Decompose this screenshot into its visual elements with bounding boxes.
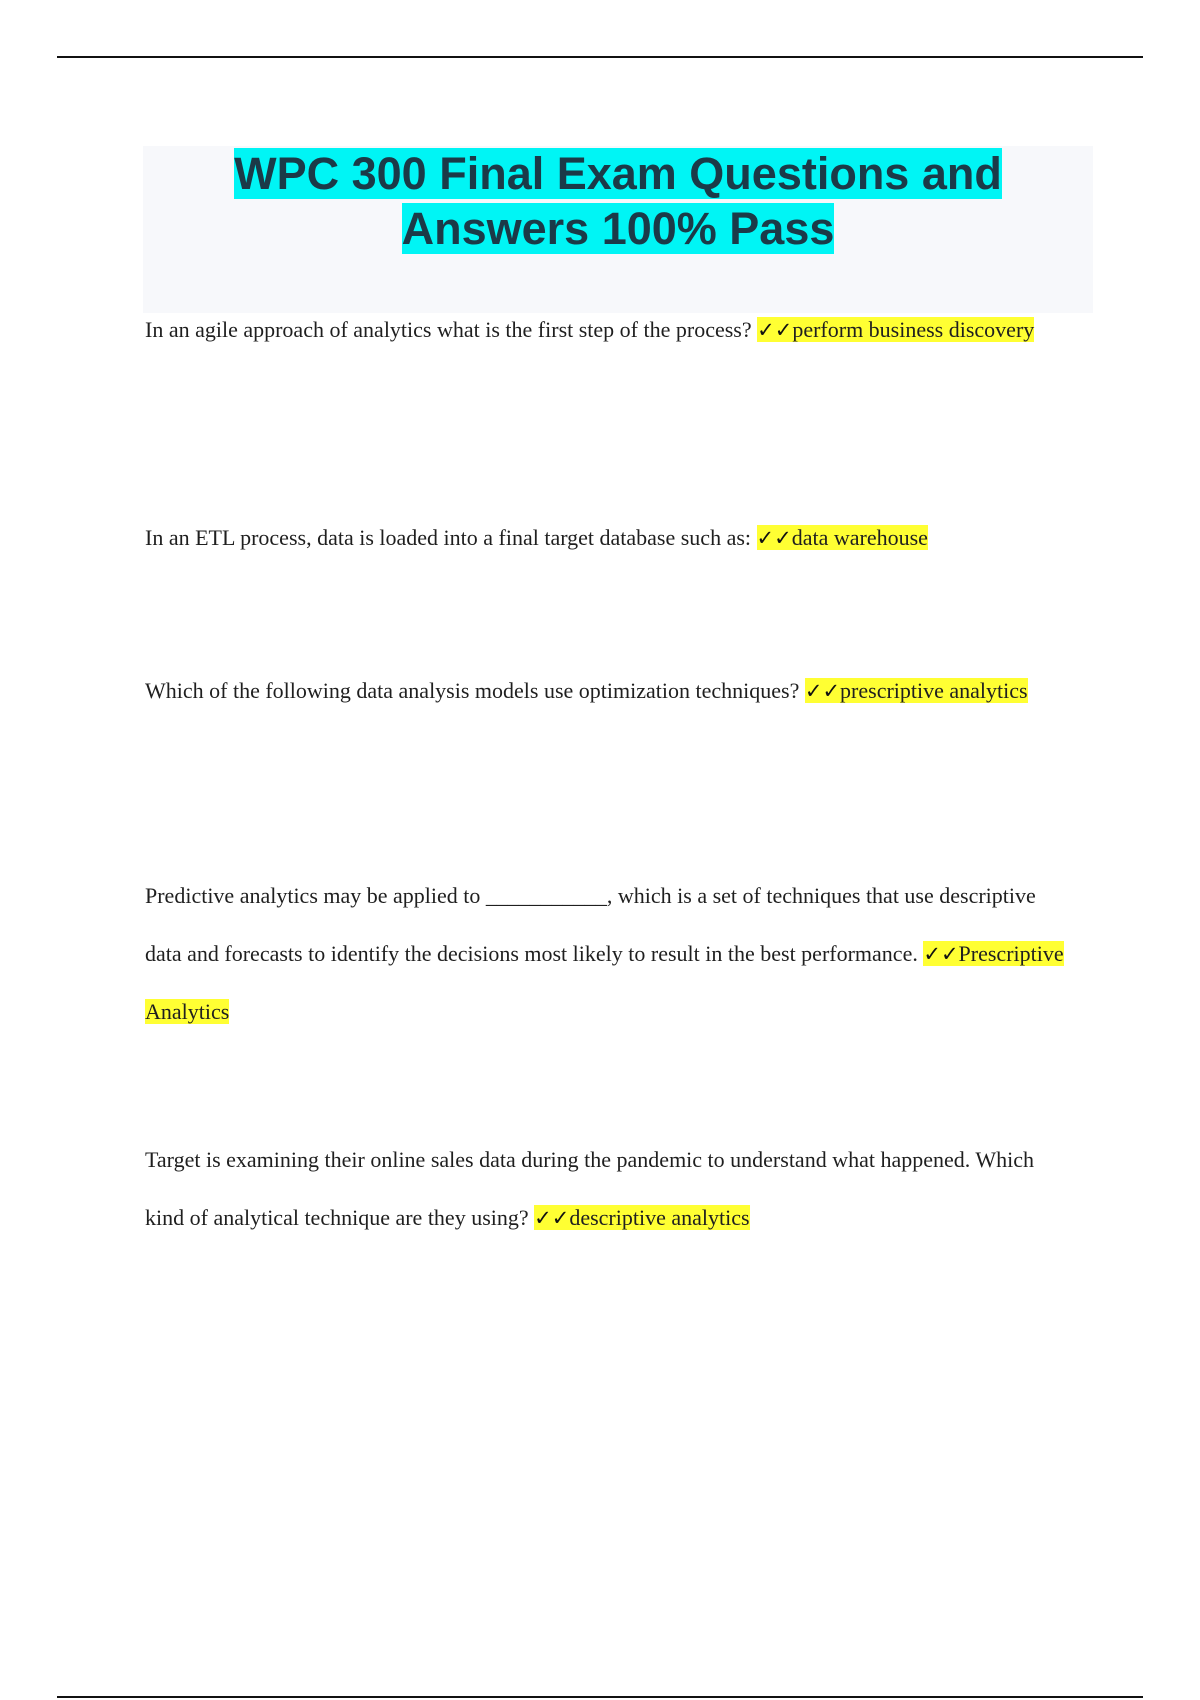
answer-highlight <box>757 317 1034 342</box>
qa-item <box>145 662 1075 720</box>
answer-highlight <box>805 678 1028 703</box>
question-text: Which of the following data analysis models use optimization techniques? <box>145 678 805 703</box>
qa-item <box>145 1131 1075 1247</box>
qa-item <box>145 867 1075 1041</box>
document-title <box>143 146 1093 256</box>
question-text: In an agile approach of analytics what is the first step of the process? <box>145 317 758 342</box>
answer-text: prescriptive analytics <box>840 678 1028 703</box>
double-check-icon: ✓✓ <box>804 679 841 703</box>
answer-text: perform business discovery <box>792 317 1035 342</box>
answer-text: descriptive analytics <box>569 1205 750 1230</box>
top-rule <box>57 56 1143 58</box>
answer-text: Prescriptive Analytics <box>145 941 1064 1024</box>
bottom-rule <box>57 1696 1143 1698</box>
qa-item <box>145 509 1075 567</box>
document-title-text: WPC 300 Final Exam Questions and Answers 100% Pass <box>234 148 1002 254</box>
answer-text: data warehouse <box>791 525 928 550</box>
double-check-icon: ✓✓ <box>923 942 959 966</box>
answer-highlight <box>534 1205 749 1230</box>
question-text: Predictive analytics may be applied to ___________, which is a set of techniques that use descriptive data and forecasts to identify the decisions most likely to result in the best performance. <box>145 883 1036 966</box>
title-block <box>143 146 1093 313</box>
answer-highlight <box>757 525 928 550</box>
qa-item <box>145 301 1075 359</box>
double-check-icon: ✓✓ <box>757 318 793 342</box>
double-check-icon: ✓✓ <box>534 1206 570 1230</box>
question-text: In an ETL process, data is loaded into a final target database such as: <box>145 525 757 550</box>
question-text: Target is examining their online sales data during the pandemic to understand what happened. Which kind of analytical technique are they using? <box>145 1147 1035 1230</box>
double-check-icon: ✓✓ <box>756 526 792 550</box>
